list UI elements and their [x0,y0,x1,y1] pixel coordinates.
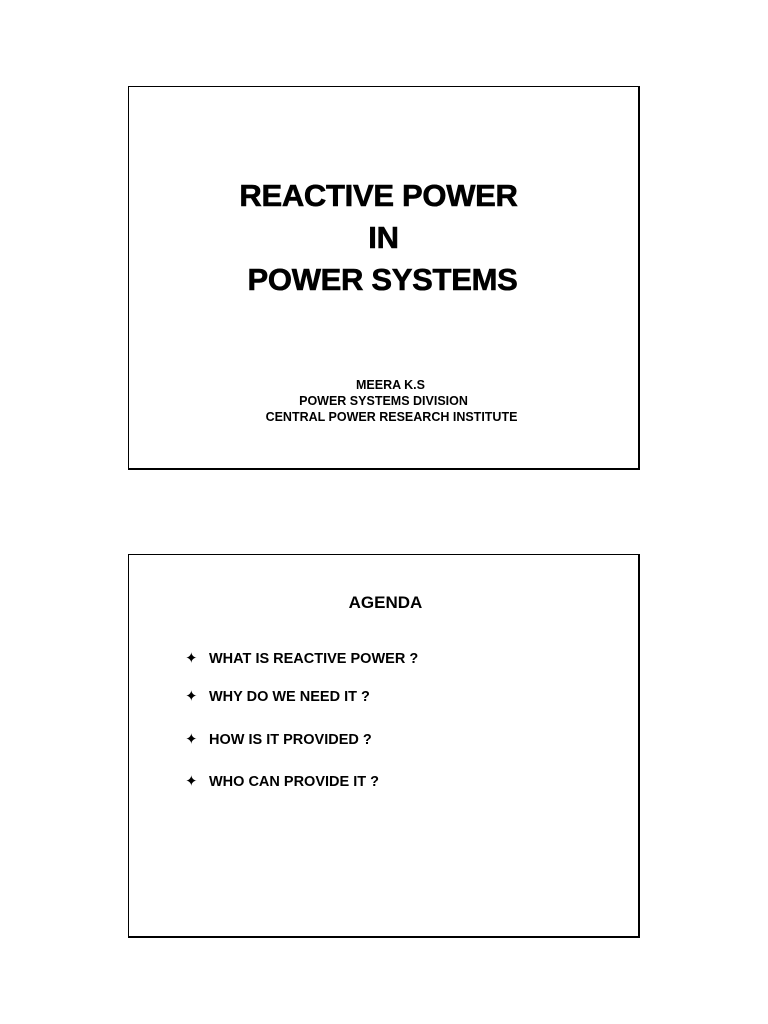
agenda-item [185,649,418,668]
agenda-item [185,730,372,749]
author-name: MEERA K.S [356,378,425,392]
agenda-item [185,687,370,706]
star-bullet-icon: ✦ [185,772,198,790]
title-slide [128,86,640,470]
title-line: POWER SYSTEMS [247,262,518,297]
agenda-item [185,772,379,791]
star-bullet-icon: ✦ [185,730,198,748]
agenda-item-text: WHAT IS REACTIVE POWER ? [209,651,419,667]
slide-title [129,175,638,301]
agenda-title: AGENDA [348,593,423,612]
title-line: REACTIVE POWER [239,178,518,213]
agenda-slide [128,554,640,938]
agenda-item-text: WHY DO WE NEED IT ? [209,689,370,705]
star-bullet-icon: ✦ [185,649,198,667]
star-bullet-icon: ✦ [185,687,198,705]
agenda-item-text: HOW IS IT PROVIDED ? [209,732,372,748]
author-institute: CENTRAL POWER RESEARCH INSTITUTE [265,410,518,424]
title-line: IN [368,220,399,255]
author-info [129,377,638,425]
agenda-item-text: WHO CAN PROVIDE IT ? [209,774,379,790]
author-division: POWER SYSTEMS DIVISION [299,394,468,408]
